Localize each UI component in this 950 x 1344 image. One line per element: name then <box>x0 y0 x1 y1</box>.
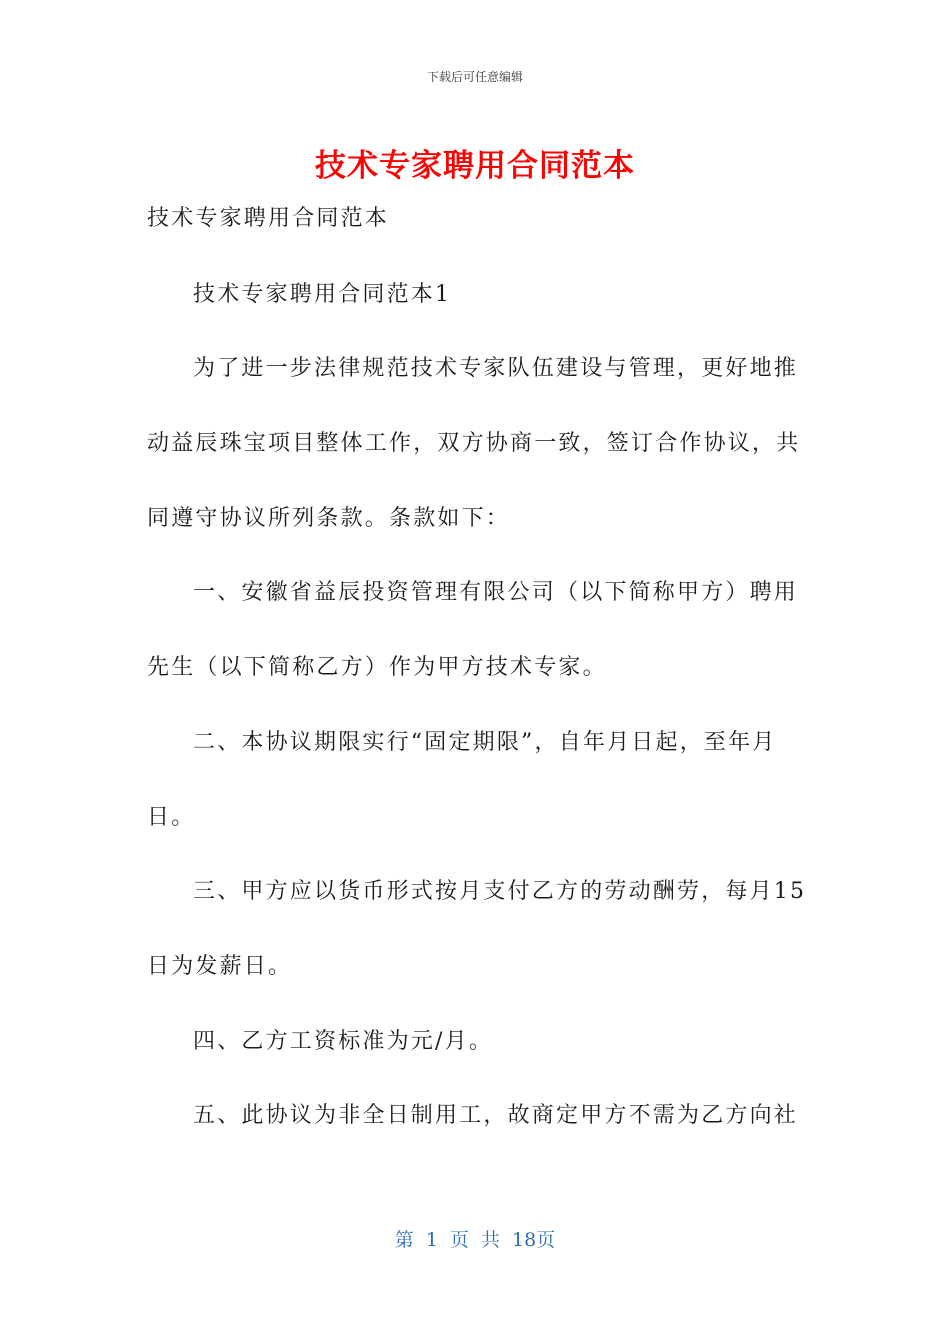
page-number-footer: 第 1 页 共 18页 <box>394 1229 556 1251</box>
document-title: 技术专家聘用合同范本 <box>315 148 635 184</box>
body-line: 二、本协议期限实行“固定期限”，自年月日起，至年月 <box>193 730 777 755</box>
body-line-section-heading: 技术专家聘用合同范本1 <box>193 282 452 307</box>
body-line: 五、此协议为非全日制用工，故商定甲方不需为乙方向社 <box>193 1103 799 1128</box>
body-line: 为了进一步法律规范技术专家队伍建设与管理，更好地推 <box>193 356 799 381</box>
body-line: 三、甲方应以货币形式按月支付乙方的劳动酬劳，每月15 <box>193 879 807 904</box>
body-line-subtitle: 技术专家聘用合同范本 <box>147 206 390 231</box>
body-line: 一、安徽省益辰投资管理有限公司（以下简称甲方）聘用 <box>193 580 799 605</box>
body-line: 同遵守协议所列条款。条款如下： <box>147 506 511 531</box>
body-line: 四、乙方工资标准为元/月。 <box>193 1029 494 1054</box>
body-line: 先生（以下简称乙方）作为甲方技术专家。 <box>147 655 607 680</box>
body-line: 日。 <box>147 805 196 830</box>
body-line: 动益辰珠宝项目整体工作，双方协商一致，签订合作协议，共 <box>147 431 801 456</box>
header-note: 下载后可任意编辑 <box>426 70 523 84</box>
body-line: 日为发薪日。 <box>147 954 293 979</box>
